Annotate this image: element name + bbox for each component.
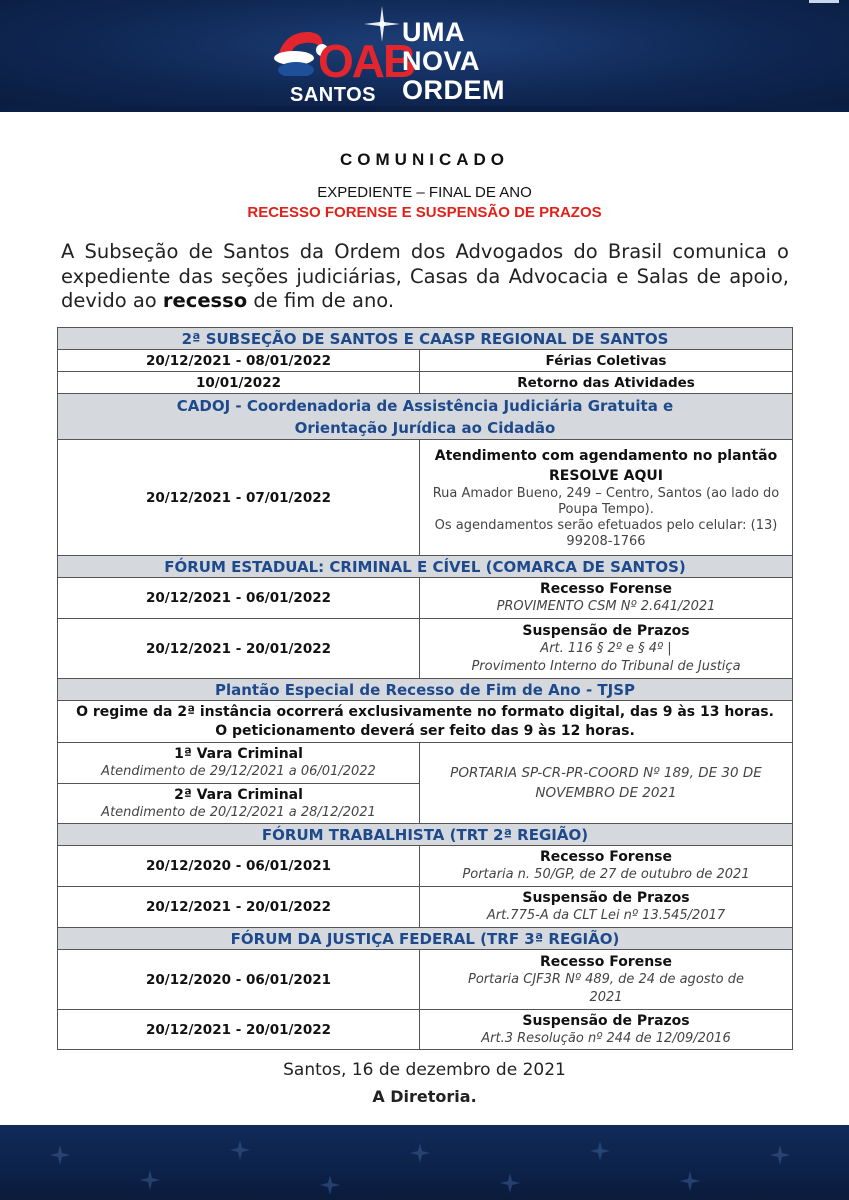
- section-header-line: Orientação Jurídica ao Cidadão: [294, 418, 556, 437]
- desc-cell: [420, 578, 793, 619]
- cell-title: Suspensão de Prazos: [522, 1012, 690, 1029]
- slogan-line: ORDEM: [402, 75, 505, 105]
- portaria-cell: PORTARIA SP-CR-PR-COORD Nº 189, DE 30 DE NOVEMBRO DE 2021: [420, 743, 793, 824]
- cell-title: Recesso Forense: [539, 953, 673, 970]
- section-header: FÓRUM TRABALHISTA (TRT 2ª REGIÃO): [58, 824, 793, 846]
- intro-bold: recesso: [162, 289, 248, 312]
- desc-cell: [420, 1010, 793, 1050]
- section-header: Plantão Especial de Recesso de Fim de Ano - TJSP: [58, 679, 793, 701]
- vara-cell: [58, 743, 420, 784]
- cell-title: Recesso Forense: [539, 849, 673, 865]
- section-header-row: [58, 556, 793, 578]
- schedule-table: [57, 327, 793, 1050]
- cell-reference: Art.775-A da CLT Lei nº 13.545/2017: [486, 908, 726, 923]
- date-cell: 20/12/2021 - 20/01/2022: [58, 619, 420, 679]
- table-row: [58, 743, 793, 784]
- section-header: FÓRUM ESTADUAL: CRIMINAL E CÍVEL (COMARCA DE SANTOS): [58, 556, 793, 578]
- intro-text: A Subseção de Santos da Ordem dos Advogados do Brasil comunica o expediente das seções judiciárias, Casas da Advocacia e Salas de apoio, devido ao: [61, 240, 789, 312]
- section-header-row: [58, 328, 793, 350]
- corner-mark: [809, 0, 839, 3]
- table-row: [58, 887, 793, 928]
- place-date: Santos, 16 de dezembro de 2021: [283, 1060, 566, 1080]
- cell-address: Rua Amador Bueno, 249 – Centro, Santos (ao lado do Poupa Tempo).: [432, 485, 780, 517]
- header-stripe: [0, 106, 849, 112]
- section-header-row: [58, 679, 793, 701]
- table-row: [58, 440, 793, 556]
- oab-logo: OAB: [318, 35, 415, 87]
- cell-title: Recesso Forense: [539, 581, 673, 597]
- table-row: [58, 350, 793, 372]
- desc-cell: [420, 440, 793, 556]
- desc-cell: [420, 950, 793, 1010]
- section-header: [58, 394, 793, 440]
- cell-reference: Portaria n. 50/GP, de 27 de outubro de 2021: [462, 867, 750, 882]
- document-subtitle-red: RECESSO FORENSE E SUSPENSÃO DE PRAZOS: [247, 204, 602, 221]
- slogan-line: UMA: [402, 17, 465, 47]
- notice-cell: O regime da 2ª instância ocorrerá exclusivamente no formato digital, das 9 às 13 horas. O peticionamento deverá ser feito das 9 às 12 horas.: [58, 701, 793, 743]
- date-cell: 20/12/2021 - 07/01/2022: [58, 440, 420, 556]
- cell-note: Os agendamentos serão efetuados pelo celular: (13) 99208-1766: [434, 517, 778, 549]
- table-row: [58, 619, 793, 679]
- document-title: COMUNICADO: [340, 150, 509, 169]
- desc-cell: Férias Coletivas: [420, 350, 793, 372]
- desc-cell: [420, 887, 793, 928]
- cell-subtitle: Atendimento de 20/12/2021 a 28/12/2021: [101, 804, 376, 820]
- table-row: [58, 372, 793, 394]
- date-cell: 20/12/2021 - 20/01/2022: [58, 1010, 420, 1050]
- cell-title: Atendimento com agendamento no plantão RESOLVE AQUI: [434, 447, 778, 484]
- table-row: [58, 578, 793, 619]
- cell-reference: Art. 116 § 2º e § 4º |: [540, 640, 672, 656]
- signature: A Diretoria.: [372, 1087, 477, 1106]
- desc-cell: Retorno das Atividades: [420, 372, 793, 394]
- cell-title: Suspensão de Prazos: [522, 622, 690, 639]
- desc-cell: [420, 619, 793, 679]
- intro-text-end: de fim de ano.: [247, 289, 395, 312]
- date-cell: 20/12/2020 - 06/01/2021: [58, 950, 420, 1010]
- footer-banner: [0, 1125, 849, 1200]
- table-row: [58, 846, 793, 887]
- section-header-row: [58, 394, 793, 440]
- table-row: [58, 950, 793, 1010]
- section-header-row: [58, 824, 793, 846]
- cell-reference: Provimento Interno do Tribunal de Justiça: [471, 658, 741, 674]
- cell-reference: PROVIMENTO CSM Nº 2.641/2021: [496, 599, 716, 614]
- logo-city: SANTOS: [290, 84, 376, 106]
- date-cell: 10/01/2022: [58, 372, 420, 394]
- header-banner: [0, 0, 849, 112]
- desc-cell: [420, 846, 793, 887]
- slogan-line: NOVA: [402, 46, 481, 76]
- cell-subtitle: Atendimento de 29/12/2021 a 06/01/2022: [101, 764, 376, 779]
- section-header: FÓRUM DA JUSTIÇA FEDERAL (TRF 3ª REGIÃO): [58, 928, 793, 950]
- document-subtitle: EXPEDIENTE – FINAL DE ANO: [317, 184, 532, 201]
- intro-paragraph: [61, 240, 789, 314]
- table-row: [58, 1010, 793, 1050]
- date-cell: 20/12/2020 - 06/01/2021: [58, 846, 420, 887]
- cell-title: Suspensão de Prazos: [522, 890, 690, 906]
- slogan: [402, 18, 505, 105]
- cell-reference: Portaria CJF3R Nº 489, de 24 de agosto de 2021: [468, 971, 744, 1005]
- section-header: 2ª SUBSEÇÃO DE SANTOS E CAASP REGIONAL DE SANTOS: [58, 328, 793, 350]
- date-cell: 20/12/2021 - 20/01/2022: [58, 887, 420, 928]
- vara-cell: [58, 784, 420, 824]
- cell-title: 2ª Vara Criminal: [174, 786, 303, 803]
- date-cell: 20/12/2021 - 08/01/2022: [58, 350, 420, 372]
- section-header-row: [58, 928, 793, 950]
- date-cell: 20/12/2021 - 06/01/2022: [58, 578, 420, 619]
- cell-title: 1ª Vara Criminal: [174, 746, 303, 762]
- footer-stars-pattern: [0, 1125, 849, 1200]
- section-header-line: CADOJ - Coordenadoria de Assistência Judiciária Gratuita e: [176, 396, 674, 415]
- table-row: [58, 701, 793, 743]
- cell-reference: Art.3 Resolução nº 244 de 12/09/2016: [481, 1030, 731, 1046]
